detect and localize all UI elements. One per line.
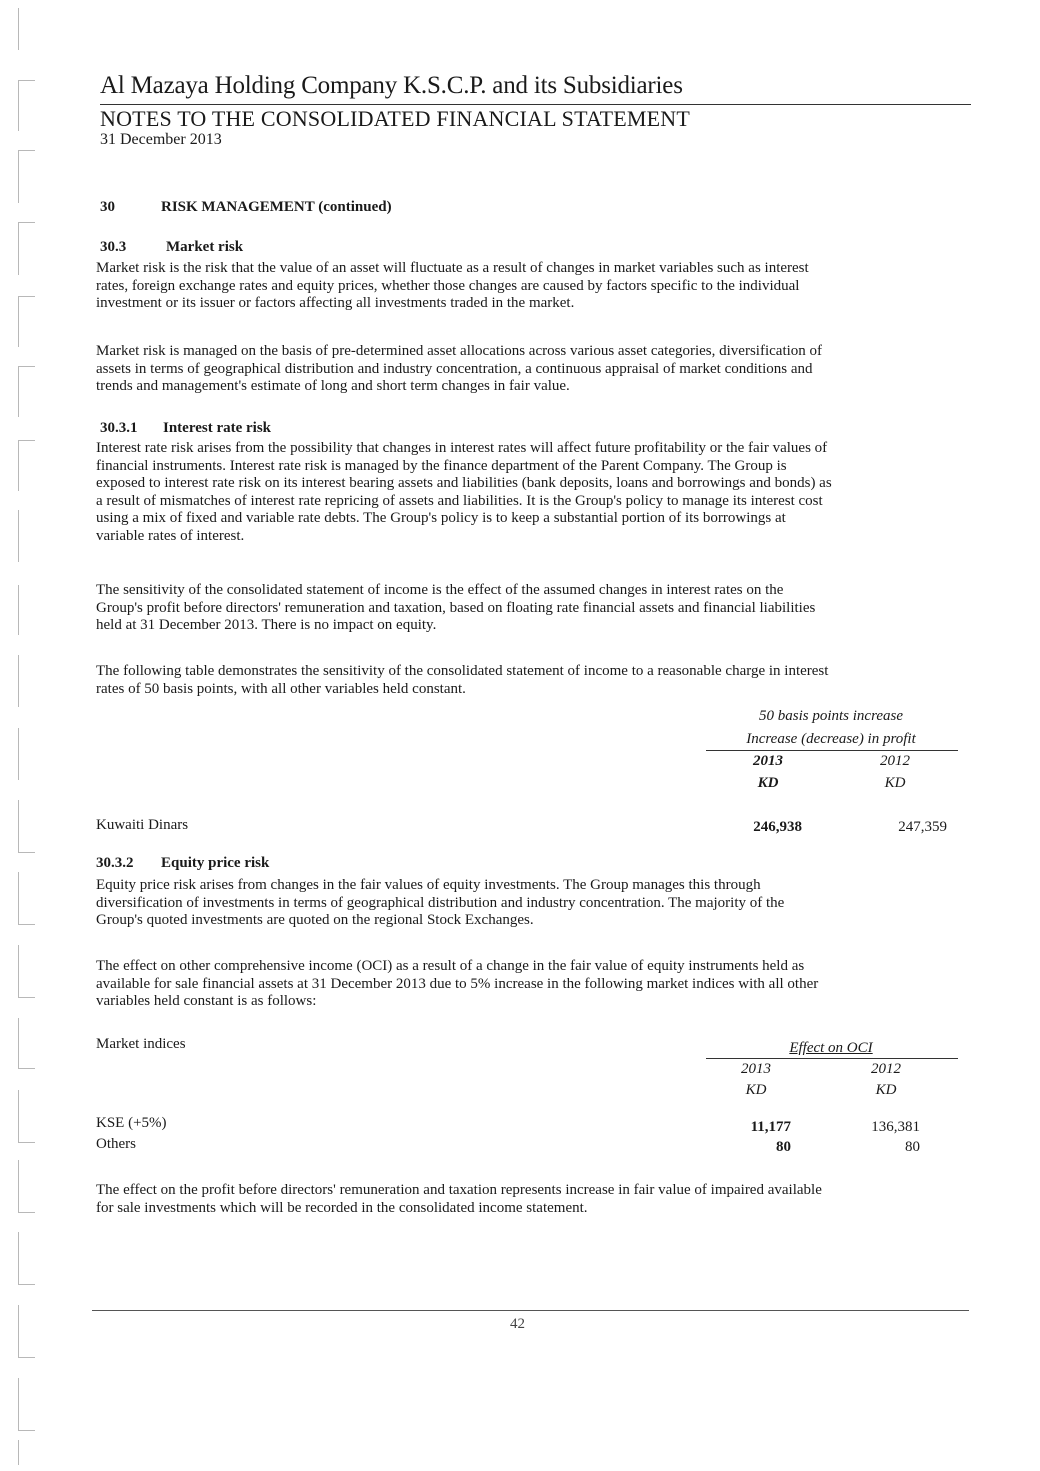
binder-mark [18, 585, 35, 635]
paragraph: The sensitivity of the consolidated statement of income is the effect of the assumed changes in interest rates on the Group's profit before directors' remuneration and taxation, based on floating rate financial assets and financial liabilities held at 31 December 2013. There is no impact on equity. [96, 582, 816, 633]
binder-mark [18, 440, 35, 491]
paragraph: Market risk is managed on the basis of pre-determined asset allocations across various asset categories, diversification of assets in terms of geographical distribution and industry concentration, a continuous appraisal of market conditions and trends and management's estimate of long and short term changes in fair value. [96, 343, 823, 394]
table-rule [706, 750, 958, 751]
table-unit-2013: KD [757, 775, 779, 791]
binder-mark [18, 150, 35, 203]
paragraph: The following table demonstrates the sensitivity of the consolidated statement of income to a reasonable charge in interest rates of 50 basis points, with all other variables held constant. [96, 663, 829, 697]
binder-mark [18, 222, 35, 275]
binder-mark [18, 1232, 35, 1285]
binder-mark [18, 872, 35, 925]
subsection-number: 30.3.1 [100, 420, 138, 436]
section-number: 30 [100, 199, 115, 215]
binder-mark [18, 1305, 35, 1358]
table-year-2012: 2012 [871, 1061, 901, 1077]
table-unit-2012: KD [884, 775, 906, 791]
paragraph: Interest rate risk arises from the possibility that changes in interest rates will affect future profitability or the fair values of financial instruments. Interest rate risk is managed by the finance department of the Parent Company. The Group is exposed to interest rate risk on its interest bearing assets and liabilities (bank deposits, loans and borrowings and bonds) as a result of mismatches of interest rate repricing of assets and liabilities. It is the Group's policy to manage its interest cost using a mix of fixed and variable rate debts. The Group's policy is to keep a substantial portion of its borrowings at variable rates of interest. [96, 440, 832, 544]
subsection-number: 30.3 [100, 239, 127, 255]
table-header-increase: Increase (decrease) in profit [746, 731, 916, 747]
paragraph: Equity price risk arises from changes in the fair values of equity investments. The Group manages this through diversification of investments in terms of geographical distribution and industry concentration. The majority of the Group's quoted investments are quoted on the regional Stock Exchanges. [96, 877, 785, 928]
table-value-2012: 80 [905, 1139, 920, 1155]
statement-date: 31 December 2013 [100, 131, 222, 148]
subsection-title: Equity price risk [161, 855, 270, 871]
section-title: RISK MANAGEMENT (continued) [161, 199, 392, 215]
table-value-2013: 80 [776, 1139, 791, 1155]
binder-mark [18, 8, 35, 50]
binder-mark [18, 80, 35, 131]
table-value-2013: 11,177 [750, 1119, 791, 1135]
subsection-title: Market risk [166, 239, 244, 255]
subsection-number: 30.3.2 [96, 855, 134, 871]
table-year-2012: 2012 [880, 753, 910, 769]
table-value-2013: 246,938 [753, 819, 802, 835]
table-year-2013: 2013 [753, 753, 783, 769]
market-indices-label: Market indices [96, 1036, 186, 1052]
binder-mark [18, 655, 35, 707]
binder-mark [18, 1090, 35, 1143]
notes-title: NOTES TO THE CONSOLIDATED FINANCIAL STATEMENT [100, 106, 691, 131]
header-rule [100, 104, 971, 105]
subsection-title: Interest rate risk [163, 420, 272, 436]
company-name: Al Mazaya Holding Company K.S.C.P. and its Subsidiaries [100, 72, 683, 99]
binder-mark [18, 800, 35, 853]
binder-mark [18, 1018, 35, 1069]
table-year-2013: 2013 [741, 1061, 771, 1077]
table-header-oci: Effect on OCI [789, 1040, 873, 1056]
paragraph: The effect on the profit before directors' remuneration and taxation represents increase in fair value of impaired available for sale investments which will be recorded in the consolidated income statement. [96, 1182, 822, 1216]
table-row-label: Others [96, 1136, 136, 1152]
binder-mark [18, 1440, 35, 1465]
table-unit-2013: KD [745, 1082, 767, 1098]
table-rule [706, 1058, 958, 1059]
paragraph: The effect on other comprehensive income (OCI) as a result of a change in the fair value of equity instruments held as available for sale financial assets at 31 December 2013 due to 5% increase in the following market indices with all other variables held constant is as follows: [96, 958, 819, 1009]
binder-mark [18, 366, 35, 417]
footer-rule [92, 1310, 969, 1311]
binder-mark [18, 1160, 35, 1213]
binder-mark [18, 728, 35, 780]
table-row-label: Kuwaiti Dinars [96, 817, 189, 833]
page-number: 42 [510, 1316, 525, 1332]
paragraph: Market risk is the risk that the value of an asset will fluctuate as a result of changes in market variables such as interest rates, foreign exchange rates and equity prices, whether those changes are caused by factors specific to the individual investment or its issuer or factors affecting all investments traded in the market. [96, 260, 809, 311]
table-header-basis: 50 basis points increase [758, 708, 904, 724]
binder-mark [18, 945, 35, 998]
table-value-2012: 136,381 [871, 1119, 920, 1135]
binder-mark [18, 510, 35, 562]
table-row-label: KSE (+5%) [96, 1115, 167, 1131]
table-value-2012: 247,359 [898, 819, 947, 835]
binder-mark [18, 296, 35, 347]
binder-mark [18, 1378, 35, 1431]
table-unit-2012: KD [875, 1082, 897, 1098]
